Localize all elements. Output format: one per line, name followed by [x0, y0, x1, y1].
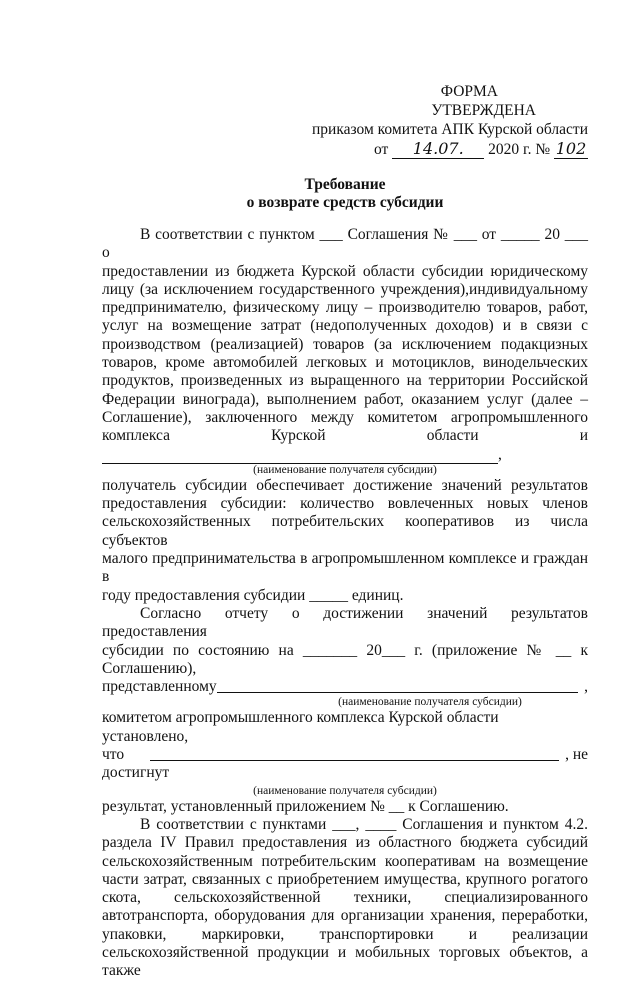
body-line: субсидии по состоянию на _______ 20___ г. (приложение № __ к [102, 641, 588, 659]
body-line: В соответствии с пунктами ___, ____ Соглашения и пунктом 4.2. [140, 815, 588, 833]
recipient-name-blank-3 [150, 746, 559, 761]
body-line: Федерации винограда), выполнением работ, оказанием услуг (далее – [102, 390, 588, 408]
caption-recipient-3: (наименование получателя субсидии) [253, 784, 437, 797]
body-line: продуктов, произведенных из выращенного на территории Российской [102, 372, 588, 390]
body-line: Соглашение), заключенного между комитетом агропромышленного [102, 408, 588, 426]
body-line: Соглашению), [102, 659, 197, 677]
recipient-blank-row-1 [102, 446, 588, 464]
represented-label: представленному [102, 678, 217, 696]
blank-comma-2: , [584, 678, 588, 696]
recipient-blank-row-3 [102, 746, 588, 764]
body-line: Согласно отчету о достижении значений результатов предоставления [102, 604, 588, 641]
that-label: что [102, 746, 125, 764]
caption-recipient-2: (наименование получателя субсидии) [338, 696, 522, 709]
body-line: сельскохозяйственных потребительских кооперативов из числа субъектов [102, 513, 588, 549]
body-line: предоставления субсидии: количество вовлеченных новых членов [102, 495, 588, 513]
document-title [220, 176, 470, 212]
order-line: приказом комитета АПК Курской области [312, 121, 588, 138]
body-line: товаров, кроме автомобилей легковых и мотоциклов, винодельческих [102, 354, 588, 372]
body-line: автотранспорта, оборудования для организации хранения, переработки, [102, 907, 588, 925]
body-line: услуг на возмещение затрат (недополученных доходов) и в связи с [102, 317, 588, 335]
body-line: раздела IV Правил предоставления из областного бюджета субсидий [102, 834, 588, 852]
body-line: лицу (за исключением государственного учреждения),индивидуальному [102, 280, 588, 298]
form-label: ФОРМА [440, 83, 498, 100]
body-line: части затрат, связанных с приобретением имущества, крупного рогатого [102, 870, 588, 888]
recipient-name-blank-2 [217, 678, 578, 693]
body-line: предоставлении из бюджета Курской области субсидии юридическому [102, 262, 588, 280]
body-line: году предоставления субсидии _____ единиц. [102, 586, 404, 604]
body-line: упаковки, маркировки, транспортировки и реализации [102, 925, 588, 943]
approved-label: УТВЕРЖДЕНА [431, 102, 536, 119]
body-line: В соответствии с пунктом ___ Соглашения № ___ от _____ 20 ___ о [102, 226, 588, 262]
handwritten-number: 102 [555, 139, 587, 158]
body-line: комплекса Курской области и [102, 427, 588, 445]
title-line-1: Требование [304, 176, 386, 193]
body-line: результат, установленный приложением № __ к Соглашению. [102, 797, 509, 815]
blank-comma: , [498, 445, 502, 463]
document-body [102, 226, 588, 981]
order-date-line [288, 139, 588, 159]
body-line: скота, сельскохозяйственной техники, специализированного [102, 889, 588, 907]
date-prefix: от [374, 141, 389, 158]
body-line: достигнут [102, 764, 170, 782]
approval-header [288, 82, 588, 159]
year-text: 2020 г. № [488, 141, 551, 158]
body-line: малого предпринимательства в агропромышленном комплексе и граждан в [102, 550, 588, 586]
body-line: производством (реализацией) товаров (за исключением подакцизных [102, 335, 588, 353]
caption-recipient: (наименование получателя субсидии) [253, 463, 437, 476]
handwritten-date: 14.07. [392, 139, 484, 159]
recipient-name-blank [102, 450, 498, 464]
body-line: комитетом агропромышленного комплекса Курской области установлено, [102, 709, 499, 745]
body-line: сельскохозяйственной продукции и мобильных торговых объектов, а также [102, 943, 588, 980]
body-line: сельскохозяйственным потребительским кооперативам на возмещение [102, 852, 588, 870]
title-line-2: о возврате средств субсидии [246, 194, 444, 211]
recipient-blank-row-2 [102, 678, 588, 696]
body-line: предпринимателю, физическому лицу – производителю товаров, работ, [102, 299, 588, 317]
not-label: , не [565, 746, 588, 764]
body-line: получатель субсидии обеспечивает достижение значений результатов [102, 476, 588, 494]
